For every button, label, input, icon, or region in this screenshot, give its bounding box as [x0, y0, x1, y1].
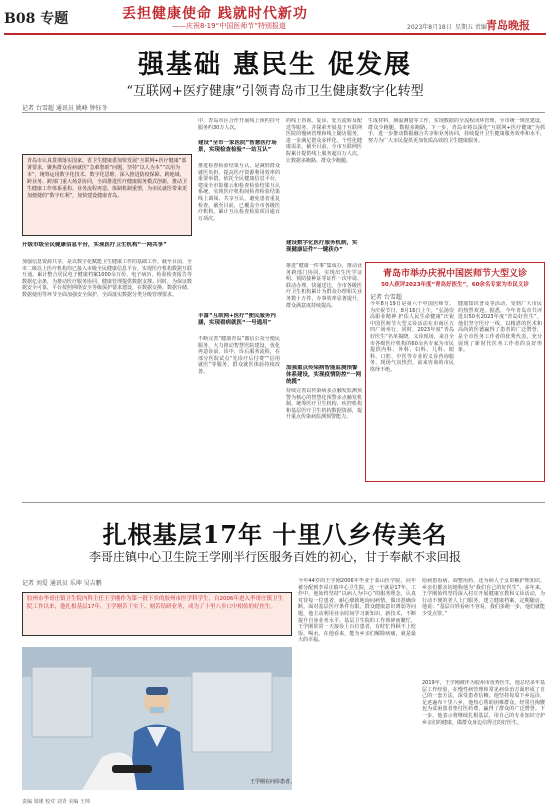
article1-title: 强基础 惠民生 促发展	[137, 50, 413, 80]
newspaper-logo: 青岛晚报	[486, 19, 530, 32]
header-editor: 星期五 责编	[455, 24, 487, 31]
photo-caption: 王学刚在问诊患者。	[250, 779, 296, 785]
article2-body-right: 健康知识普及等活动，受到广大市民的热烈欢迎。据悉，今年青岛市共评选出50名2023年度“青岛好医生”，他们坚守医疗一线，以精湛的医术和高尚的医德赢得了患者的广泛赞誉，是全市医务工作者的优秀代表，充分展现了新时代医务工作者的良好形象。	[458, 301, 542, 354]
article1-col3-heading2: 加强重点传染病智能监测预警体系建设，实现疫情防控“一网统揽”	[286, 365, 362, 385]
header-slogan: 丢担健康使命 践就时代新功	[122, 6, 308, 22]
article1-intro-filler	[22, 118, 192, 152]
article1-col2-body2: 不断完善“健康青岛”微信公众号便民服务，大力推动智慧医院建设，优化再造诊前、诊中、诊后服务流程，在部分医院试点“先诊疗后付费”“信用就医”等服务，群众就医体验持续改善。	[198, 336, 280, 375]
article-divider	[22, 502, 545, 503]
article1-subtitle: “互联网+医疗健康”引领青岛市卫生健康数字化转型	[126, 84, 424, 99]
article1-byline: 记者 台雪超 通讯员 姚峰 钟钰冬	[22, 105, 108, 112]
header-date: 2023年8月18日	[407, 24, 452, 31]
article1-lead: 青岛市认真贯彻落实国家、省卫生健康委加快发展“互联网+医疗健康”部署要求，聚焦群众看病就医“急难愁盼”问题，坚持“以人为本”“以用为本”，统筹运用数字化技术、数字化思维，深入推进防疫保障、跨地域、跨业务、跨部门重大场景协同，全面推进医疗健康服务模式创新，推动卫生健康工作体系重构、业务流程再造、体制机制重塑，为市民就医带来更加便捷的“数字红利”，加快建设健康青岛。	[22, 154, 192, 236]
article1-col3-body2: 持续完善以传染病多点触发监测预警为核心的智慧化预警多点触发机制，统筹医疗卫生机构、疾控机构和基层医疗卫生机构数据资源，提升重点传染病监测预警能力。	[286, 388, 362, 421]
article1-col3-heading: 建设数字化医疗服务机制，实现健康证件“一键获办”	[286, 240, 358, 253]
article1-col2-heading: 建设“全市一家医院”智慧医疗场景，实现检查检验“一站互认”	[198, 140, 277, 153]
article3-byline: 记者 刘爱 通讯员 乐坤 吴吉鹏	[22, 580, 102, 587]
article1-col4-text: 生成材料，测温测量等工作，实现数据的全流程闭环管理，全市统一规范建设，群众少跑腿，数据多跑路。下一步，青岛市将以深化“互联网+医疗健康”为抓手，进一步推动数据融合共享和业务协同，持续提升卫生健康服务效率和水平，努力为广大市民提供更加优质高效的卫生健康服务。	[368, 118, 545, 144]
article3-col1-text: 今年44岁的王学刚2006年毕业于泰山医学院，同年被分配到李哥庄镇中心卫生院，这一干就是17年。工作中，他始终坚持“以病人为中心”的服务理念，认真对待每一位患者，耐心细致地询问病情，做出准确诊断。面对基层医疗条件有限、群众健康意识薄弱等问题，他主动利用业余时间学习新知识、新技术，不断提升自身业务水平。基层卫生院的工作琐碎而繁忙，王学刚常常一天接诊上百位患者，有时忙得顾不上吃饭、喝水。在他看来，能为乡亲们解除病痛，就是最大的幸福。	[298, 578, 416, 644]
article1-col1-heading: 升级市级全民健康信息平台，实现医疗卫生机构“一网共享”	[22, 242, 167, 248]
article3-subtitle: 李哥庄镇中心卫生院王学刚半行医服务百姓的初心，甘于奉献不求回报	[88, 550, 461, 564]
article1-col2-text: 中、青岛市区合作开展线上预约挂号服务约30万人次。	[198, 118, 280, 131]
article3-col2-text: 给病患看病、调整用药、还为病人子女讲解护理知识。乡亲们都亲切地称他为“我们自己的好医生”。多年来，王学刚始终坚持深入村庄开展健康宣教和义诊活动，为行动不便的老人上门服务，建立健康档案，定期随访。他说：“基层百姓看病不容易，我们多跑一步，他们就能少受点罪。”	[422, 578, 545, 617]
article1-rule	[22, 112, 545, 113]
header-divider	[4, 33, 546, 35]
header-subtitle: ——庆祝8·19“中国医师节”特别报道	[172, 22, 286, 30]
article2-title: 青岛市举办庆祝中国医师节大型义诊	[382, 269, 527, 279]
article3-title: 扎根基层17年 十里八乡传美名	[102, 520, 448, 549]
article1-col2-heading2: 丰富“互联网+医疗”便民服务内涵，实现看病就医“一号通用”	[198, 313, 276, 326]
article1-col3-body: 推进“健康一件事”集成办，推动业务跨部门协同，实现出生医学证明、预防接种证等证件一次申请、联动办理、快递送达，全市各级医疗卫生机构累计为群众办理相关业务数十万件，办事效率显著提升，群众满意度持续提高。	[286, 263, 362, 309]
article1-col3-text: 的线上咨询、复诊、处方流转及配送等服务，并探索开展基于互联网医院的慢病管理和线上随访服务，进一步满足群众多样化、个性化健康需求，截至目前，全市互联网医院累计提供线上服务超百万人次，让数据多跑路、群众少跑腿。	[286, 118, 362, 164]
article3-lead: 胶州市李哥庄镇卫生院内科主任王学刚作为第一批下乡的胶州市医学科学生，自2006年进入李哥庄镇卫生院工作以来，他扎根基层17年，王学刚苦干实干、刻苦钻研业务，成为了十里八乡口中相传的好医生。	[22, 592, 292, 636]
article1-col2-body: 推进检查检验结果互认，是减轻群众就医负担、提高医疗资源利用效率的重要举措。依托全民健康信息平台，建成全市影像云和检查检验结果互认系统，实现医疗机构间检查检验结果线上调阅、共享互认，避免患者重复检查。截至目前，已覆盖全市各级医疗机构，累计互认检查检验项目逾百万项次。	[198, 163, 280, 222]
article3-col3-text: 2019年，王学刚被评为胶州市优秀医生，他总结多年基层工作经验，在慢性病管理和常见病诊治方面形成了自己的一套方法，深受患者信赖。他坚持每周下乡巡诊，足迹遍布十里八乡，他热心帮助困难群众，经常自掏腰包为贫困患者垫付医药费，赢得了群众的广泛赞誉。下一步，他表示将继续扎根基层，用自己的专业知识守护乡亲们的健康，做群众身边信得过的好医生。	[422, 680, 545, 726]
section-label: B08 专题	[4, 11, 69, 27]
article1-col1-text: 加强信息资源共享，是以数字化赋能卫生健康工作的基础工作。截至目前，全市二级以上医疗机构均已接入市级全民健康信息平台，实现医疗机构数据互联互通。累计整合居民电子健康档案1000余万份、电子病历、检验检查报告等数据亿余条，为推动医疗服务协同、健康管理提供数据支撑。同时，为保证数据安全可靠，平台按照网络安全等级保护要求建设，在数据交换、数据存储、数据使用等环节全面加强安全保护，全面落实数据分类分级管理要求。	[22, 259, 192, 298]
doctor-photo-illustration	[22, 647, 292, 790]
article2-subtitle: 50人获评2023年度“青岛好医生”，60余名专家为市民义诊	[381, 282, 529, 288]
article2-body: 今年8月19日是第六个中国医师节。为庆祝节日，8月16日上午，“弘扬崇高职业精神 护佑人民生命健康”庆祝中国医师节大型义诊活动在市南区五四广场举行，同时，2023年度“青岛好医生”名单揭晓。义诊现场，来自全市各级医疗机构的60余名专家为市民提供内科、外科、妇科、儿科、眼科、口腔、中医等专业的义诊咨询服务，现场气氛热烈，前来咨询的市民络绎不绝。	[370, 301, 454, 373]
doctor-photo	[22, 647, 292, 790]
page-footer-credits: 责编 梁瑾 校对 刘青 美编 王帅	[22, 799, 90, 805]
article2-byline: 记者 台雪超	[370, 294, 402, 301]
